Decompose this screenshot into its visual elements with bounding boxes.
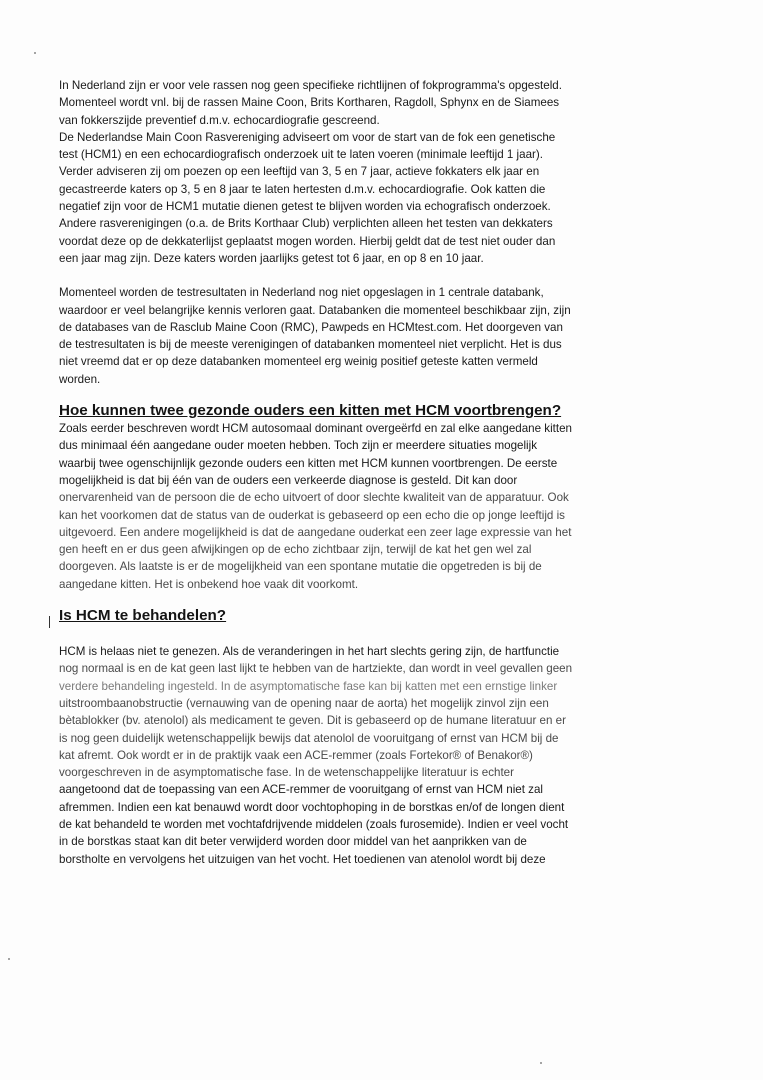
text-line: Andere rasverenigingen (o.a. de Brits Korthaar Club) verplichten alleen het testen van dekkaters (59, 217, 553, 231)
text-line: negatief zijn voor de HCM1 mutatie dienen getest te blijven worden via echografisch onderzoek. (59, 200, 551, 214)
text-line: Momenteel worden de testresultaten in Nederland nog niet opgeslagen in 1 centrale databank, (59, 286, 544, 300)
text-line: aangedane kitten. Het is onbekend hoe vaak dit voorkomt. (59, 577, 359, 591)
text-line: waarbij twee ogenschijnlijk gezonde ouders een kitten met HCM kunnen voortbrengen. De eerste (59, 456, 558, 470)
paragraph-breeding-guidelines (59, 77, 579, 267)
text-line: de kat behandeld te worden met vochtafdrijvende middelen (zoals furosemide). Indien er veel vocht (59, 817, 569, 831)
text-line: waardoor er veel belangrijke kennis verloren gaat. Databanken die momenteel beschikbaar zijn, zijn (59, 303, 571, 317)
text-line: Verder adviseren zij om poezen op een leeftijd van 3, 5 en 7 jaar, actieve fokkaters elk jaar en (59, 165, 540, 179)
text-line: borstholte en vervolgens het uitzuigen van het vocht. Het toedienen van atenolol wordt bij deze (59, 852, 546, 866)
text-line: dus minimaal één aangedane ouder moeten hebben. Toch zijn er meerdere situaties mogelijk (59, 439, 537, 453)
text-line: voorgeschreven in de asymptomatische fase. In de wetenschappelijke literatuur is echter (59, 766, 514, 780)
text-line: Momenteel wordt vnl. bij de rassen Maine Coon, Brits Kortharen, Ragdoll, Sphynx en de Siamees (59, 96, 560, 110)
scan-speck (8, 958, 10, 960)
text-line: aangetoond dat de toepassing van een ACE-remmer de vooruitgang of ernst van HCM niet zal (59, 783, 544, 797)
text-line: nog normaal is en de kat geen last lijkt te hebben van de hartziekte, dan wordt in veel gevallen geen (59, 662, 573, 676)
text-line: mogelijkheid is dat bij één van de ouders een verkeerde diagnose is gesteld. Dit kan door (59, 473, 518, 487)
text-line: In Nederland zijn er voor vele rassen nog geen specifieke richtlijnen of fokprogramma's opgesteld. (59, 79, 562, 92)
text-line: onervarenheid van de persoon die de echo uitvoert of door slechte kwaliteit van de apparatuur. Ook (59, 491, 569, 505)
text-line: doorgeven. Als laatste is er de mogelijkheid van een spontane mutatie die opgetreden is bij de (59, 560, 542, 574)
margin-mark (49, 616, 50, 628)
text-line: gen heeft en er dus geen afwijkingen op de echo zichtbaar zijn, terwijl de kat het gen wel zal (59, 543, 532, 557)
text-line: worden. (59, 372, 101, 386)
text-line: voordat deze op de dekkaterlijst geplaatst mogen worden. Hierbij geldt dat de test niet ouder dan (59, 234, 556, 248)
text-line: niet vreemd dat er op deze databanken momenteel erg weinig positief geteste katten vermeld (59, 355, 538, 369)
text-line: afremmen. Indien een kat benauwd wordt door vochtophoping in de borstkas en/of de longen dient (59, 800, 565, 814)
text-line: is nog geen duidelijk wetenschappelijk bewijs dat atenolol de vooruitgang of ernst van HCM bij de (59, 731, 559, 745)
section-heading-treatment: Is HCM te behandelen? (59, 607, 227, 625)
text-line: gecastreerde katers op 3, 5 en 8 jaar te laten hertesten d.m.v. echocardiografie. Ook katten die (59, 182, 546, 196)
paragraph-databases (59, 284, 579, 388)
text-line: kat afremt. Ook wordt er in de praktijk vaak een ACE-remmer (zoals Fortekor® of Benakor®) (59, 748, 533, 762)
paragraph-treatment (59, 643, 579, 868)
text-line: test (HCM1) en een echocardiografisch onderzoek uit te laten voeren (minimale leeftijd 1 jaar). (59, 148, 543, 162)
text-line: De Nederlandse Main Coon Rasvereniging adviseert om voor de start van de fok een genetische (59, 130, 556, 144)
text-line: de databases van de Rasclub Maine Coon (RMC), Pawpeds en HCMtest.com. Het doorgeven van (59, 320, 563, 334)
text-line: de testresultaten is bij de meeste verenigingen of databanken momenteel niet verplicht. Het is dus (59, 338, 562, 352)
text-line: in de borstkas staat kan dit beter verwijderd worden door middel van het aanprikken van de (59, 835, 527, 849)
text-line: uitgevoerd. Een andere mogelijkheid is dat de aangedane ouderkat een zeer lage expressie van het (59, 525, 572, 539)
text-line: een jaar mag zijn. Deze katers worden jaarlijks getest tot 6 jaar, en op 8 en 10 jaar. (59, 251, 484, 265)
text-line: verdere behandeling ingesteld. In de asymptomatische fase kan bij katten met een ernstige linker (59, 679, 558, 693)
text-line: HCM is helaas niet te genezen. Als de veranderingen in het hart slechts gering zijn, de hartfunctie (59, 645, 560, 659)
scan-speck (34, 52, 36, 54)
section-heading-healthy-parents: Hoe kunnen twee gezonde ouders een kitten met HCM voortbrengen? (59, 402, 562, 420)
text-line: kan het voorkomen dat de status van de ouderkat is gebaseerd op een echo die op jonge leeftijd is (59, 508, 565, 522)
scan-speck (540, 1062, 542, 1064)
text-line: Zoals eerder beschreven wordt HCM autosomaal dominant overgeërfd en zal elke aangedane kitten (59, 422, 572, 436)
text-line: bètablokker (bv. atenolol) als medicament te geven. Dit is gebaseerd op de humane literatuur en er (59, 714, 566, 728)
text-line: van fokkerszijde preventief d.m.v. echocardiografie gescreend. (59, 113, 380, 127)
paragraph-healthy-parents (59, 420, 579, 593)
text-line: uitstroombaanobstructie (vernauwing van de opening naar de aorta) het mogelijk zinvol zijn een (59, 696, 549, 710)
document-body (59, 77, 579, 868)
